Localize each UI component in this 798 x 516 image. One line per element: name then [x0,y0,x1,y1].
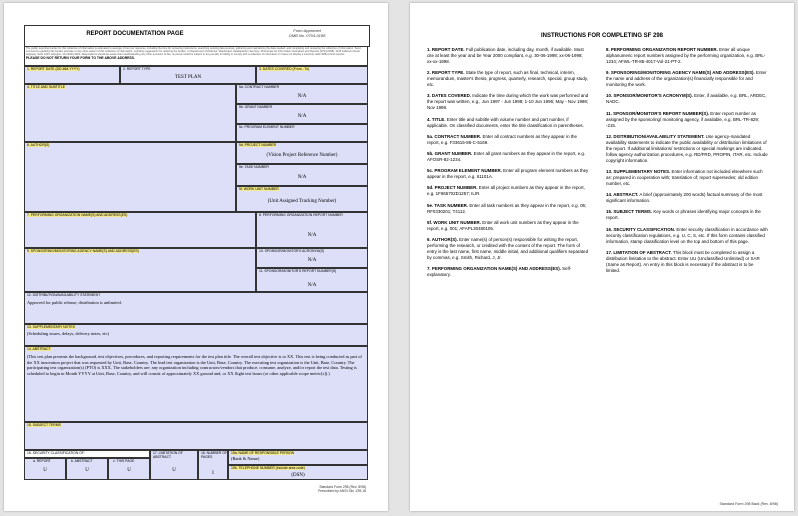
instruction-text: State the type of report, such as final, technical, interim, memorandum, master's thesis, progress, quarterly, research, special, group study, etc. [427,70,588,88]
grant-number-value: N/A [297,114,307,119]
instruction-item [427,237,589,261]
grant-number-field[interactable] [236,104,368,124]
subject-terms-label: 15. SUBJECT TERMS [27,423,61,427]
responsible-person-value: (Rank & Name) [231,456,260,461]
instruction-item [427,70,589,88]
instruction-head: 5a. CONTRACT NUMBER. [427,133,482,139]
instruction-text: Enter all task numbers as they appear in the report, e.g. 05; RF0330201; T4112. [427,202,587,214]
task-number-field[interactable] [236,164,368,186]
instruction-text: Enter security classification in accordance with security classification regulations, e.g. U, C, S, etc. If this form contains classified information, stamp classification level on the top and bottom of this page. [606,226,768,244]
instruction-head: 2. REPORT TYPE. [427,70,465,76]
responsible-person-label: 19a. NAME OF RESPONSIBLE PERSON [231,451,295,455]
instruction-text: This block must be completed to assign a distribution limitation to the abstract. Enter UU (Unclassified Unlimited) or SAR (Same as Report). An entry in this block is necessary if the abstract is to be limited. [606,249,760,273]
instruction-head: 5d. PROJECT NUMBER. [427,185,478,191]
report-type-value: TEST PLAN [174,75,202,80]
performing-org-report-label: 8. PERFORMING ORGANIZATION REPORT NUMBER [259,213,343,217]
security-classification-header [24,450,150,458]
form-footer [318,485,366,494]
abstract-field[interactable] [24,346,368,422]
instruction-item [606,70,768,88]
abstract-classification-field[interactable] [66,458,108,480]
number-of-pages-field[interactable] [198,450,228,480]
program-element-field[interactable] [236,124,368,142]
task-number-value: N/A [297,175,307,180]
burden-statement [24,46,368,66]
abstract-classification-value: U [85,468,89,473]
project-number-label: 5d. PROJECT NUMBER [239,143,277,147]
instruction-head: 11. SPONSOR/MONITOR'S REPORT NUMBER(S). [606,110,710,116]
distribution-label: 12. DISTRIBUTION/AVAILABILITY STATEMENT [27,293,101,297]
instruction-text: Key words or phrases identifying major concepts in the report. [606,209,761,221]
telephone-label: 19b. TELEPHONE NUMBER (Include area code) [231,466,305,470]
project-number-value: (Vision Project Reference Number) [266,153,338,158]
form-bottom-grid [24,450,368,496]
abstract-label: 14. ABSTRACT [27,347,51,351]
instruction-head: 13. SUPPLEMENTARY NOTES. [606,168,671,174]
instruction-text: Enter all project numbers as they appear in the report, e.g. 1F665702D1257; ILIR. [427,185,585,197]
sponsor-acronym-field[interactable] [256,248,368,268]
limitation-field[interactable] [150,450,198,480]
instruction-item [606,209,768,221]
instruction-head: 3. DATES COVERED. [427,93,472,99]
instruction-item [427,93,589,111]
instruction-item [606,111,768,129]
program-element-label: 5c. PROGRAM ELEMENT NUMBER [239,125,295,129]
report-classification-label: a. REPORT [33,459,51,463]
report-classification-field[interactable] [24,458,66,480]
responsible-person-field[interactable] [228,450,368,465]
report-classification-value: U [43,468,47,473]
authors-label: 6. AUTHOR(S) [27,143,50,147]
instruction-text: Enter title and subtitle with volume number and part number, if applicable. On classified documents, enter the title classification in parentheses. [427,116,584,128]
form-page [4,3,388,511]
report-date-label: 1. REPORT DATE (DD-MM-YYYY) [27,67,80,71]
instruction-head: 17. LIMITATION OF ABSTRACT. [606,249,672,255]
contract-number-label: 5a. CONTRACT NUMBER [239,85,280,89]
distribution-field[interactable] [24,292,368,324]
sponsoring-agency-label: 9. SPONSORING/MONITORING AGENCY NAME(S) AND ADDRESS(ES) [27,249,139,253]
dates-covered-label: 3. DATES COVERED (From - To) [259,67,310,71]
task-number-label: 5e. TASK NUMBER [239,165,269,169]
sponsor-report-number-field[interactable] [256,268,368,292]
instruction-item [606,192,768,204]
performing-org-report-value: N/A [307,233,317,238]
sponsor-report-number-value: N/A [307,283,317,288]
instructions-page [410,3,794,511]
instruction-head: 5f. WORK UNIT NUMBER. [427,219,481,225]
instruction-item [427,134,589,146]
page-classification-value: U [127,468,131,473]
instruction-head: 5b. GRANT NUMBER. [427,150,473,156]
sponsor-acronym-label: 10. SPONSOR/MONITOR'S ACRONYM(S) [259,249,325,253]
omb-number: OMB No. 0704-0188 [288,33,326,38]
contract-number-value: N/A [297,94,307,99]
instruction-head: 5e. TASK NUMBER. [427,202,469,208]
supplementary-notes-label: 13. SUPPLEMENTARY NOTES [27,325,75,329]
authors-field[interactable] [24,142,236,212]
form-approval [245,28,369,38]
work-unit-number-value: (Unit Assigned Tracking Number) [267,199,337,204]
sponsor-acronym-value: N/A [307,258,317,263]
instruction-item [606,227,768,245]
instruction-head: 9. SPONSORING/MONITORING AGENCY NAME(S) AND ADDRESS(ES). [606,70,755,76]
instruction-text: Indicate the time during which the work was performed and the report was written, e.g., Jun 1997 - Jun 1998; 1-10 Jun 1996; May - Nov 1998; Nov 1998. [427,93,589,111]
supplementary-notes-field[interactable] [24,324,368,346]
instruction-text: Enter the name and address of the organization(s) financially responsible for and monitoring the work. [606,70,767,88]
contract-number-field[interactable] [236,84,368,104]
form-grid [24,66,368,466]
instruction-item [427,47,589,65]
instruction-text: Use agency-mandated availability statements to indicate the public availability or distribution limitations of the report. If additional limitations/ restrictions or special markings are indicated, follow agency authorization procedures, e.g. RD/FRD, PROPIN, ITAR, etc. Include copyright information. [606,133,768,163]
instruction-item [606,250,768,274]
performing-org-label: 7. PERFORMING ORGANIZATION NAME(S) AND ADDRESS(ES) [27,213,128,217]
performing-org-field[interactable] [24,212,256,248]
instruction-item [427,151,589,163]
instruction-head: 6. AUTHOR(S). [427,236,458,242]
instruction-item [606,169,768,187]
instruction-text: Enter, if available, e.g. BRL, ARDEC, NADC. [606,93,767,105]
limitation-label: 17. LIMITATION OF ABSTRACT [153,451,183,460]
instruction-text: Enter all work unit numbers as they appear in the report, e.g. 001; AFAPL30480105. [427,219,579,231]
instruction-head: 1. REPORT DATE. [427,47,465,52]
instructions-right-column [606,47,768,279]
title-field[interactable] [24,84,236,142]
page-classification-label: c. THIS PAGE [113,459,135,463]
title-label: 4. TITLE AND SUBTITLE [27,85,65,89]
instruction-head: 5c. PROGRAM ELEMENT NUMBER. [427,168,502,174]
instruction-item [427,220,589,232]
work-unit-number-field[interactable] [236,186,368,212]
instruction-text: Enter all unique alphanumeric report numbers assigned by the performing organization, e.g. BRL-1234; AFWL-TR-85-4017-Vol-21-PT-2. [606,47,766,64]
instructions-footer: Standard Form 298 Back (Rev. 8/98) [719,502,778,506]
instruction-text: Enter all grant numbers as they appear in the report, e.g. AFOSR-82-1234. [427,150,586,162]
form-title: REPORT DOCUMENTATION PAGE [86,31,184,37]
instruction-item [427,117,589,129]
telephone-field[interactable] [228,465,368,480]
instruction-item [606,93,768,105]
burden-warning: PLEASE DO NOT RETURN YOUR FORM TO THE ABOVE ADDRESS. [26,55,135,60]
form-footer-standard: Standard Form 298 (Rev. 8/98) [319,485,366,489]
instruction-text: Enter report number as assigned by the sponsoring/ monitoring agency, if available, e.g. BRL-TR-829; -215. [606,110,760,128]
number-of-pages-label: 18. NUMBER OF PAGES [201,451,227,460]
form-footer-prescribed: Prescribed by ANSI Std. Z39.18 [318,489,366,494]
instruction-item [427,266,589,278]
instruction-text: Full publication date, including day, month, if available. Must cite at least the year and be Year 2000 compliant, e.g. 30-06-1998; xx-06-1998; xx-xx-1998. [427,47,584,64]
form-header [24,25,370,47]
subject-terms-field[interactable] [24,422,368,450]
instruction-item [427,185,589,197]
instruction-text: Enter all program element numbers as they appear in the report, e.g. 61101A. [427,168,589,180]
instruction-head: 4. TITLE. [427,116,446,122]
instruction-head: 14. ABSTRACT. [606,192,639,198]
work-unit-number-label: 5f. WORK UNIT NUMBER [239,187,279,191]
security-classification-label: 16. SECURITY CLASSIFICATION OF: [27,451,85,455]
project-number-field[interactable] [236,142,368,164]
performing-org-report-field[interactable] [256,212,368,248]
dates-covered-field[interactable] [256,66,368,84]
limitation-value: U [172,468,176,473]
instruction-head: 10. SPONSOR/MONITOR'S ACRONYM(S). [606,93,693,99]
instruction-text: Enter all contract numbers as they appear in the report, e.g. F33615-86-C-5169. [427,133,577,145]
telephone-value: (DSN) [291,473,305,478]
report-date-field[interactable] [24,66,120,84]
number-of-pages-value: I [212,471,214,476]
instruction-text: Enter name(s) of person(s) responsible for writing the report, performing the research, or credited with the content of the report. The form of entry is the last name, first name, middle initial, and additional qualifiers separated by commas, e.g. Smith, Richard, J, Jr. [427,236,589,260]
form-approved-label: Form Approved [293,28,321,33]
report-type-label: 2. REPORT TYPE [123,67,151,71]
instruction-head: 12. DISTRIBUTION/AVAILABILITY STATEMENT. [606,133,705,139]
instruction-head: 8. PERFORMING ORGANIZATION REPORT NUMBER. [606,47,718,52]
distribution-value: Approved for public release; distribution is unlimited. [27,300,122,305]
instruction-head: 7. PERFORMING ORGANIZATION NAME(S) AND ADDRESS(ES). [427,266,561,272]
supplementary-notes-value: (Scheduling issues, delays, delivery notes, etc) [27,331,109,336]
instruction-head: 15. SUBJECT TERMS. [606,209,653,215]
instructions-title: INSTRUCTIONS FOR COMPLETING SF 298 [540,33,663,39]
instruction-item [427,168,589,180]
page-classification-field[interactable] [108,458,150,480]
instruction-item [427,203,589,215]
report-type-field[interactable] [120,66,256,84]
abstract-classification-label: b. ABSTRACT [71,459,93,463]
abstract-value: (This test plan presents the background, test objectives, procedures, and reporting requirements for the test plan title. The overall test objective is to XX. This test is being conducted as part of the XX innovation project that was requested by Unit, Base, Country. The lead test organization is the Unit, Base, Country. The executing test organization is the Unit, Base, Country. The participating test organization(s) (PTO) is XXX. The stakeholders are: any organization including contractors/vendors that produce, consume, analyze, and/or report the test data. Testing is scheduled to begin in Month YYYY at Unit, Base, Country, and will consist of approximately XX ground and, or XX flight test hours (or other applicable scope metric[s]).) [27,354,362,376]
burden-text: The public reporting burden for this collection of information is estimated to average 1 hour per response, including the time for reviewing instructions, searching existing data sources, gathering and maintaining the data needed, and completing and reviewing the collection of information. Send comments regarding this burden estimate or any other aspect of this collection of information, including suggestions for reducing the burden, to Department of Defense, Washington Headquarters Services, Directorate for Information Operations and Reports (0704-0188), 1215 Jefferson Davis Highway, Suite 1204, Arlington, VA 22202-4302. Respondents should be aware that notwithstanding any other provision of law, no person shall be subject to any penalty for failing to comply with a collection of information if it does not display a currently valid OMB control number. [26,47,361,57]
instruction-item [606,47,768,65]
instruction-text: A brief (approximately 200 words) factual summary of the most significant information. [606,192,763,204]
sponsoring-agency-field[interactable] [24,248,256,292]
grant-number-label: 5b. GRANT NUMBER [239,105,273,109]
sponsor-report-number-label: 11. SPONSOR/MONITOR'S REPORT NUMBER(S) [259,269,337,273]
instruction-text: Self-explanatory. [427,266,572,278]
instruction-head: 16. SECURITY CLASSIFICATION. [606,226,676,232]
instruction-text: Enter information not included elsewhere such as: prepared in cooperation with; translation of; report supersedes; old edition number, etc. [606,168,763,186]
instruction-item [606,134,768,164]
instructions-left-column [427,47,589,283]
